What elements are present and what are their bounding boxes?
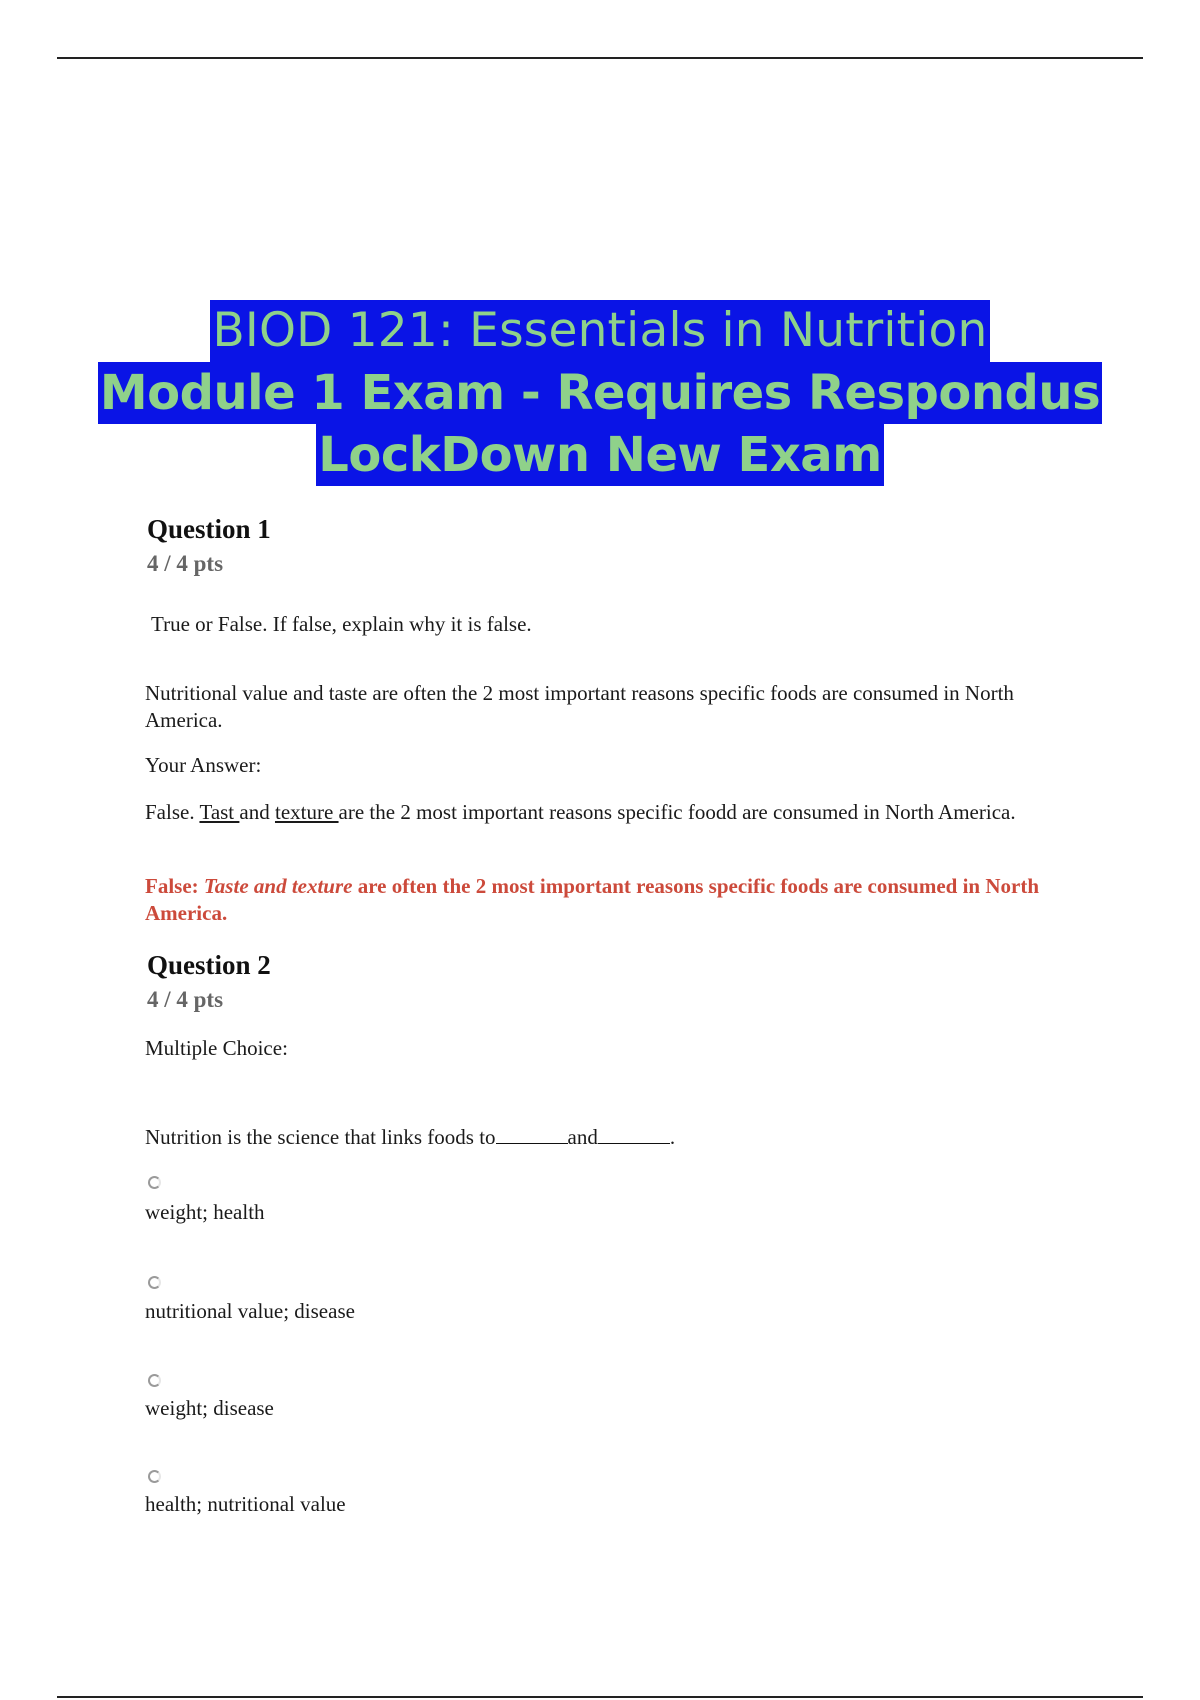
option-4-label[interactable]: health; nutritional value xyxy=(145,1492,346,1516)
feedback-emphasis: Taste and texture xyxy=(203,874,353,898)
question-2-points: 4 / 4 pts xyxy=(147,987,224,1012)
option-4-radio[interactable] xyxy=(148,1470,161,1483)
exam-subtitle-line2: LockDown New Exam xyxy=(316,424,883,486)
question-1-feedback xyxy=(145,873,1045,927)
feedback-prefix: False: xyxy=(145,874,204,898)
answer-blank xyxy=(598,1125,670,1144)
option-3-radio[interactable] xyxy=(148,1374,161,1387)
bottom-rule xyxy=(57,1696,1143,1698)
answer-underlined-word: Tast xyxy=(199,800,240,824)
question-2-prompt xyxy=(145,1124,675,1151)
top-rule xyxy=(57,57,1143,59)
prompt-text: Nutrition is the science that links foods to xyxy=(145,1125,496,1149)
option-2-label[interactable]: nutritional value; disease xyxy=(145,1299,355,1323)
exam-title xyxy=(0,300,1200,486)
answer-blank xyxy=(496,1125,568,1144)
question-2-heading: Question 2 xyxy=(147,950,271,980)
exam-subtitle-line1: Module 1 Exam - Requires Respondus xyxy=(98,362,1102,424)
answer-text: are the 2 most important reasons specific foodd are consumed in North America. xyxy=(338,800,1016,824)
option-2-radio[interactable] xyxy=(148,1276,161,1289)
prompt-text: . xyxy=(669,1125,676,1149)
course-title: BIOD 121: Essentials in Nutrition xyxy=(210,300,989,362)
prompt-text: and xyxy=(567,1125,598,1149)
question-2-type: Multiple Choice: xyxy=(145,1036,288,1060)
question-1-instruction: True or False. If false, explain why it is false. xyxy=(151,612,532,636)
option-3-label[interactable]: weight; disease xyxy=(145,1396,274,1420)
question-1-points: 4 / 4 pts xyxy=(147,551,224,576)
answer-text: and xyxy=(239,800,275,824)
option-1-radio[interactable] xyxy=(148,1176,161,1189)
answer-text: False. xyxy=(145,800,200,824)
question-1-statement: Nutritional value and taste are often the 2 most important reasons specific foods are consumed in North America. xyxy=(145,681,1014,732)
feedback-text: are often the 2 most important reasons specific foods are consumed in North America. xyxy=(145,874,1040,925)
your-answer-label: Your Answer: xyxy=(145,753,262,777)
question-1-heading: Question 1 xyxy=(147,514,271,544)
question-1-answer xyxy=(145,799,1095,826)
option-1-label[interactable]: weight; health xyxy=(145,1200,265,1224)
answer-underlined-word: texture xyxy=(274,800,339,824)
